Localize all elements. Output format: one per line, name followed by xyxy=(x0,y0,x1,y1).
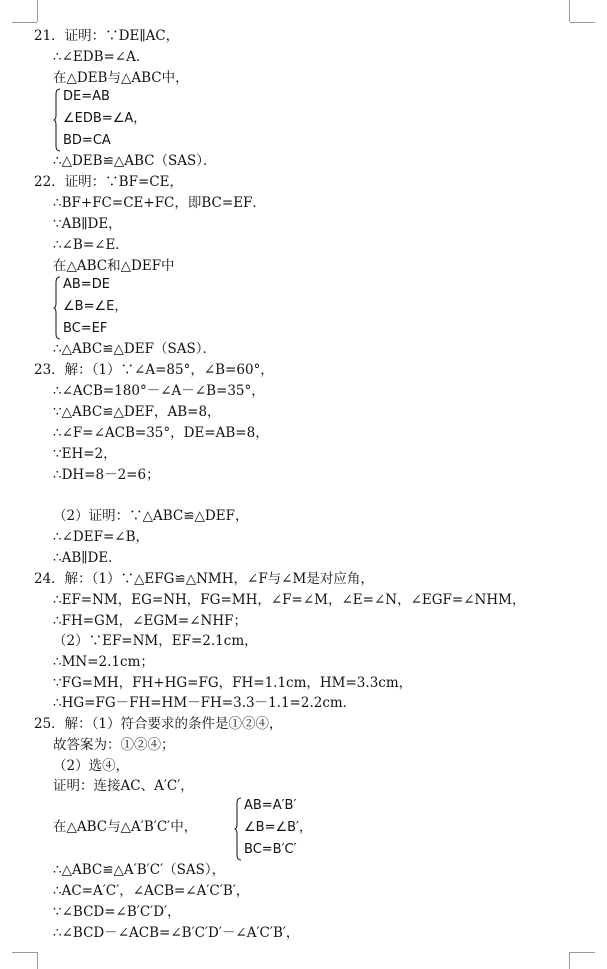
text-line: 在△DEB与△ABC中， xyxy=(53,70,189,86)
equation-system-22 xyxy=(53,276,173,340)
text-line: （2）选④， xyxy=(53,758,130,774)
crop-mark-top-right xyxy=(569,0,571,22)
text-line: ∴∠F=∠ACB=35°，DE=AB=8， xyxy=(53,425,269,441)
text-line: （2）证明：∵△ABC≌△DEF， xyxy=(53,508,249,524)
text-line: ∴AC=A′C′，∠ACB=∠A′C′B′， xyxy=(53,883,250,899)
text-line: ∴∠EDB=∠A． xyxy=(53,49,150,65)
text-line: ∴∠ACB=180°－∠A－∠B=35°， xyxy=(53,383,265,399)
left-brace-icon xyxy=(53,276,61,340)
text-line: ∴∠DEF=∠B， xyxy=(53,529,149,545)
text-line: ∴HG=FG－FH=HM－FH=3.3－1.1=2.2cm． xyxy=(53,695,357,711)
text-line: ∵∠BCD=∠B′C′D′， xyxy=(53,904,181,920)
equation-system-21 xyxy=(53,88,173,152)
text-line: 21．证明：∵DE∥AC， xyxy=(34,28,180,44)
text-line: （2）∵EF=NM，EF=2.1cm， xyxy=(53,633,258,649)
equation-system-25 xyxy=(234,797,364,861)
system-row: DE=AB xyxy=(63,89,110,104)
text-line: ∴∠BCD－∠ACB=∠B′C′D′－∠A′C′B′， xyxy=(53,925,300,941)
system-row: BC=B′C′ xyxy=(244,842,297,857)
crop-mark-bottom-left-h xyxy=(12,952,37,954)
text-line: ∵△ABC≌△DEF，AB=8， xyxy=(53,404,221,420)
text-line: ∴∠B=∠E． xyxy=(53,237,129,253)
left-brace-icon xyxy=(53,88,61,152)
text-line: ∴MN=2.1cm； xyxy=(53,654,154,670)
text-line: ∴BF+FC=CE+FC，即BC=EF． xyxy=(53,195,266,211)
text-line: 在△ABC和△DEF中 xyxy=(53,258,175,274)
crop-mark-top-right-h xyxy=(570,22,595,24)
crop-mark-bottom-left xyxy=(37,952,39,969)
crop-mark-bottom-right-h xyxy=(570,952,595,954)
text-line: 证明：连接AC、A′C′， xyxy=(53,778,194,794)
text-line: ∴△ABC≌△DEF（SAS）． xyxy=(53,341,216,357)
text-line: 在△ABC与△A′B′C′中， xyxy=(53,819,198,835)
text-line: ∵FG=MH，FH+HG=FG，FH=1.1cm，HM=3.3cm， xyxy=(53,675,413,691)
crop-mark-top-left-h xyxy=(12,22,37,24)
system-row: AB=A′B′ xyxy=(244,798,297,813)
text-line: 23．解：（1）∵∠A=85°，∠B=60°， xyxy=(34,362,274,378)
crop-mark-bottom-right xyxy=(569,952,571,969)
system-row: ∠B=∠E， xyxy=(63,299,128,314)
text-line: ∴△DEB≌△ABC（SAS）． xyxy=(53,153,217,169)
system-row: ∠B=∠B′， xyxy=(244,820,312,835)
text-line: 故答案为：①②④； xyxy=(53,737,175,753)
text-line: ∵EH=2， xyxy=(53,446,117,462)
left-brace-icon xyxy=(234,797,242,861)
system-row: ∠EDB=∠A， xyxy=(63,111,147,126)
text-line: 24．解：（1）∵△EFG≌△NMH，∠F与∠M是对应角， xyxy=(34,571,374,587)
system-row: AB=DE xyxy=(63,277,110,292)
system-row: BC=EF xyxy=(63,321,108,336)
text-line: 25．解：（1）符合要求的条件是①②④， xyxy=(34,716,283,732)
crop-mark-top-left xyxy=(37,0,39,22)
text-line: ∴EF=NM，EG=NH，FG=MH，∠F=∠M，∠E=∠N，∠EGF=∠NHM， xyxy=(53,592,526,608)
text-line: ∴FH=GM，∠EGM=∠NHF； xyxy=(53,613,247,629)
text-line: ∴DH=8－2=6； xyxy=(53,467,160,483)
text-line: ∴AB∥DE． xyxy=(53,550,122,566)
text-line: ∴△ABC≌△A′B′C′（SAS）， xyxy=(53,862,226,878)
system-row: BD=CA xyxy=(63,133,111,148)
text-line: 22．证明：∵BF=CE， xyxy=(34,174,183,190)
text-line: ∵AB∥DE， xyxy=(53,216,122,232)
